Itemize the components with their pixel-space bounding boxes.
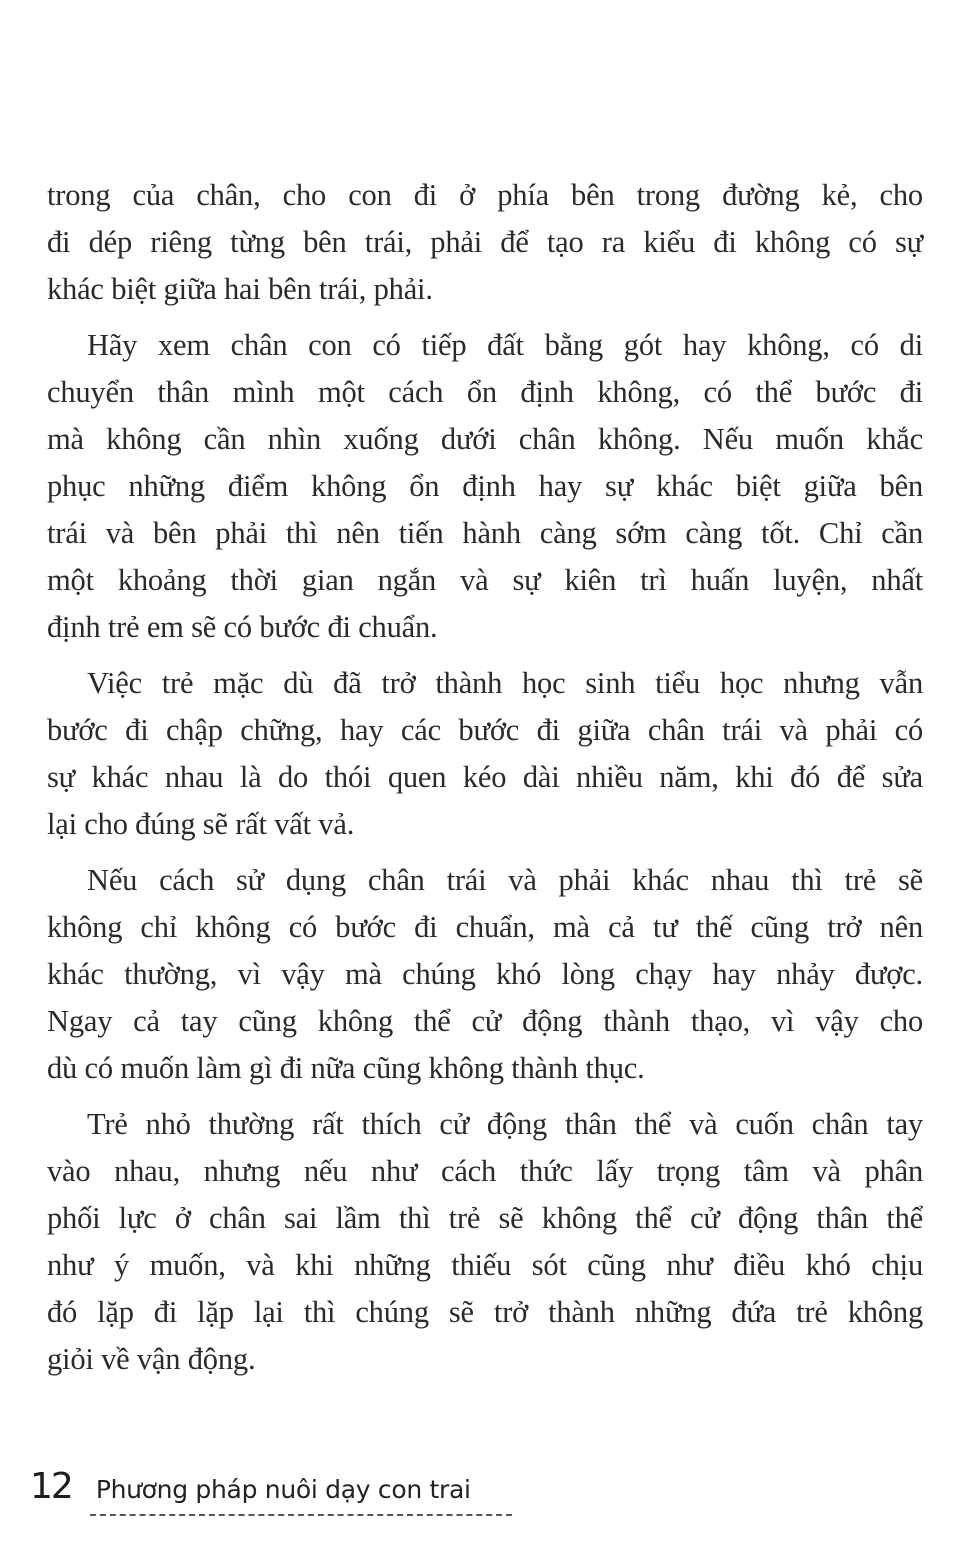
text-line: đó lặp đi lặp lại thì chúng sẽ trở thành những đứa trẻ không — [47, 1295, 923, 1329]
paragraph-1 — [47, 172, 923, 313]
text-line: Hãy xem chân con có tiếp đất bằng gót hay không, có di — [87, 328, 923, 362]
paragraph-5 — [47, 1101, 923, 1383]
text-line: đi dép riêng từng bên trái, phải để tạo ra kiểu đi không có sự — [47, 225, 923, 259]
text-line: dù có muốn làm gì đi nữa cũng không thành thục. — [47, 1051, 645, 1085]
text-line: định trẻ em sẽ có bước đi chuẩn. — [47, 610, 438, 644]
text-line: giỏi về vận động. — [47, 1342, 256, 1376]
text-line: sự khác nhau là do thói quen kéo dài nhiều năm, khi đó để sửa — [47, 760, 923, 794]
text-line: mà không cần nhìn xuống dưới chân không. Nếu muốn khắc — [47, 422, 923, 456]
page-body — [47, 172, 923, 1392]
text-line: chuyển thân mình một cách ổn định không, có thể bước đi — [47, 375, 923, 409]
text-line: Nếu cách sử dụng chân trái và phải khác nhau thì trẻ sẽ — [87, 863, 923, 897]
text-line: Ngay cả tay cũng không thể cử động thành thạo, vì vậy cho — [47, 1004, 923, 1038]
paragraph-4 — [47, 857, 923, 1092]
page-number: 12 — [30, 1466, 72, 1507]
text-line: lại cho đúng sẽ rất vất vả. — [47, 807, 355, 841]
text-line: vào nhau, nhưng nếu như cách thức lấy trọng tâm và phân — [47, 1154, 923, 1188]
text-line: khác biệt giữa hai bên trái, phải. — [47, 272, 433, 306]
footer-dashed-divider — [90, 1514, 512, 1516]
text-line: không chỉ không có bước đi chuẩn, mà cả tư thế cũng trở nên — [47, 910, 923, 944]
text-line: như ý muốn, và khi những thiếu sót cũng như điều khó chịu — [47, 1248, 923, 1282]
text-line: trái và bên phải thì nên tiến hành càng sớm càng tốt. Chỉ cần — [47, 516, 923, 550]
text-line: bước đi chập chững, hay các bước đi giữa chân trái và phải có — [47, 713, 923, 747]
paragraph-2 — [47, 322, 923, 651]
page-footer — [30, 1466, 471, 1507]
text-line: Việc trẻ mặc dù đã trở thành học sinh tiểu học nhưng vẫn — [87, 666, 923, 700]
paragraph-3 — [47, 660, 923, 848]
book-title: Phương pháp nuôi dạy con trai — [95, 1475, 471, 1504]
text-line: phục những điểm không ổn định hay sự khác biệt giữa bên — [47, 469, 923, 503]
text-line: Trẻ nhỏ thường rất thích cử động thân thể và cuốn chân tay — [87, 1107, 923, 1141]
text-line: một khoảng thời gian ngắn và sự kiên trì huấn luyện, nhất — [47, 563, 923, 597]
text-line: khác thường, vì vậy mà chúng khó lòng chạy hay nhảy được. — [47, 957, 923, 991]
text-line: trong của chân, cho con đi ở phía bên trong đường kẻ, cho — [47, 178, 923, 212]
text-line: phối lực ở chân sai lầm thì trẻ sẽ không thể cử động thân thể — [47, 1201, 923, 1235]
